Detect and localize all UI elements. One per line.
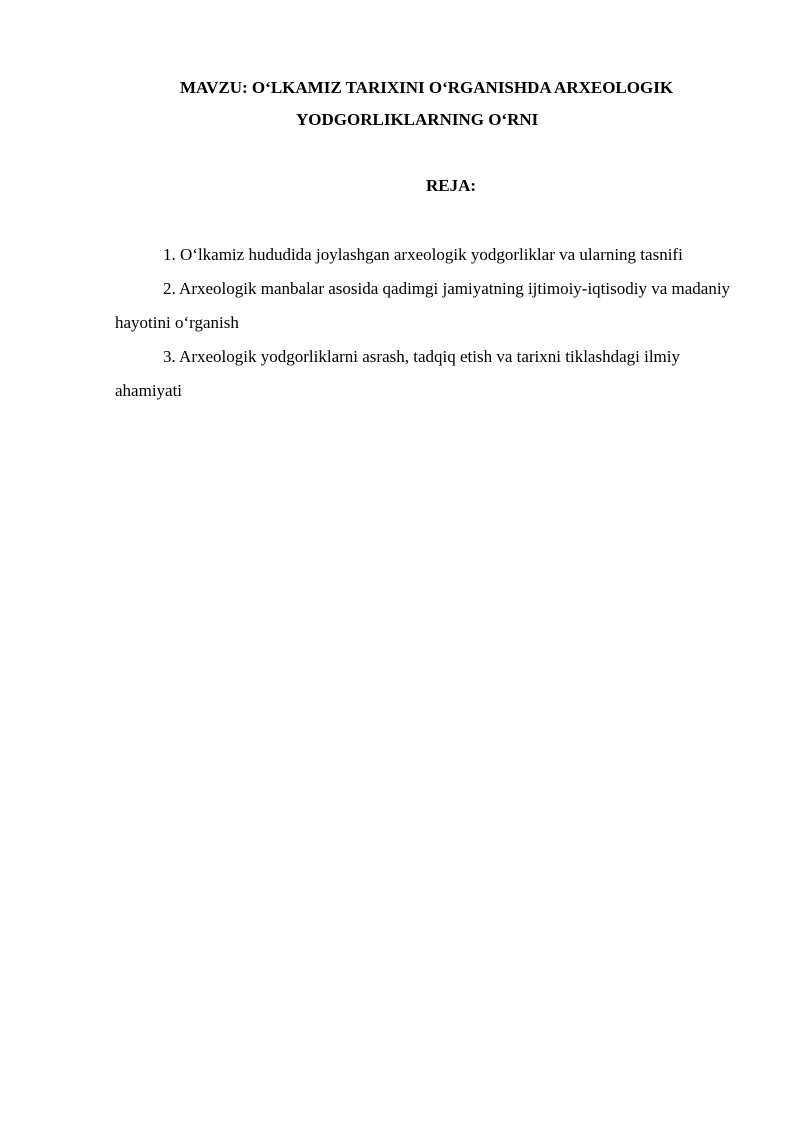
plan-item-3: 3. Arxeologik yodgorliklarni asrash, tadqiq etish va tarixni tiklashdagi ilmiy ahamiyati (115, 347, 680, 400)
plan-item-1: 1. O‘lkamiz hududida joylashgan arxeologik yodgorliklar va ularning tasnifi (163, 245, 683, 264)
plan-list (115, 238, 740, 408)
plan-heading: REJA: (426, 176, 477, 195)
document-title-line-1: MAVZU: O‘LKAMIZ TARIXINI O‘RGANISHDA ARXEOLOGIK (180, 78, 674, 97)
plan-item-2: 2. Arxeologik manbalar asosida qadimgi jamiyatning ijtimoiy-iqtisodiy va madaniy hayotini o‘rganish (115, 279, 731, 332)
document-title-line-2: YODGORLIKLARNING O‘RNI (296, 110, 539, 129)
